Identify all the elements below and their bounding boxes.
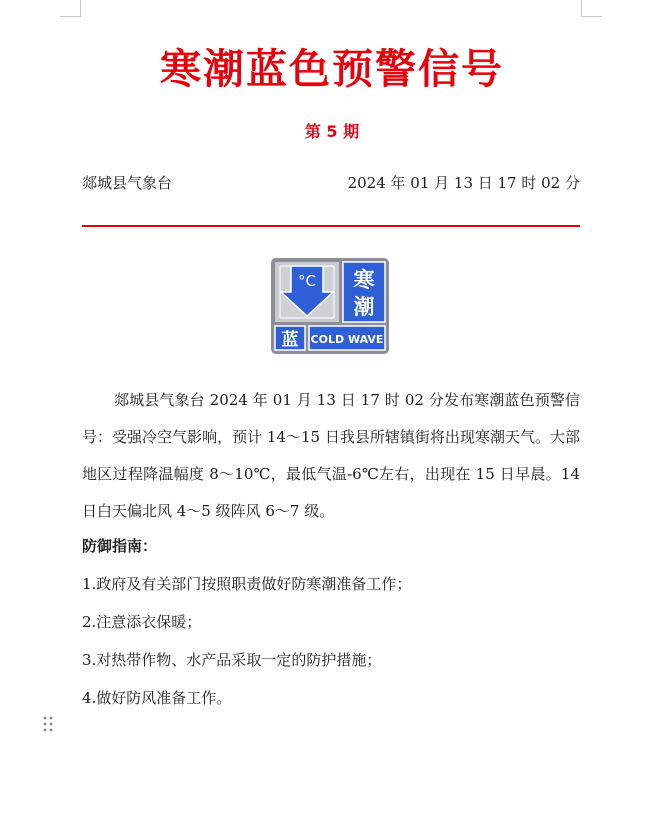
icon-char-blue: 蓝: [281, 330, 299, 350]
document-title: 寒潮蓝色预警信号: [160, 45, 504, 93]
guide-item: 1.政府及有关部门按照职责做好防寒潮准备工作；: [82, 575, 412, 593]
temperature-symbol: °C: [298, 272, 316, 290]
issued-time: 2024 年 01 月 13 日 17 时 02 分: [347, 174, 580, 192]
page-corner-mark-left: [60, 0, 81, 17]
guide-item: 3.对热带作物、水产品采取一定的防护措施；: [82, 651, 382, 669]
icon-char-tide: 潮: [353, 295, 375, 319]
issuer: 郯城县气象台: [82, 174, 173, 192]
page-corner-mark-right: [581, 0, 602, 17]
icon-char-cold: 寒: [353, 268, 375, 292]
icon-label-cold-wave: COLD WAVE: [310, 333, 384, 346]
cold-wave-blue-warning-icon: [271, 258, 389, 354]
guide-item: 2.注意添衣保暖；: [82, 613, 202, 631]
issue-number: 第 5 期: [304, 122, 360, 141]
red-divider: [82, 225, 580, 227]
warning-body: 郯城县气象台 2024 年 01 月 13 日 17 时 02 分发布寒潮蓝色预警信号：受强冷空气影响，预计 14～15 日我县所辖镇街将出现寒潮天气。大部地区过程降温幅度 8～10℃，最低气温-6℃左右，出现在 15 日早晨。14 日白天偏北风 4～5 级阵风 6～7 级。: [82, 391, 580, 520]
guide-item: 4.做好防风准备工作。: [82, 689, 232, 707]
drag-handle-icon[interactable]: [43, 716, 53, 732]
guide-heading: 防御指南：: [82, 537, 158, 555]
